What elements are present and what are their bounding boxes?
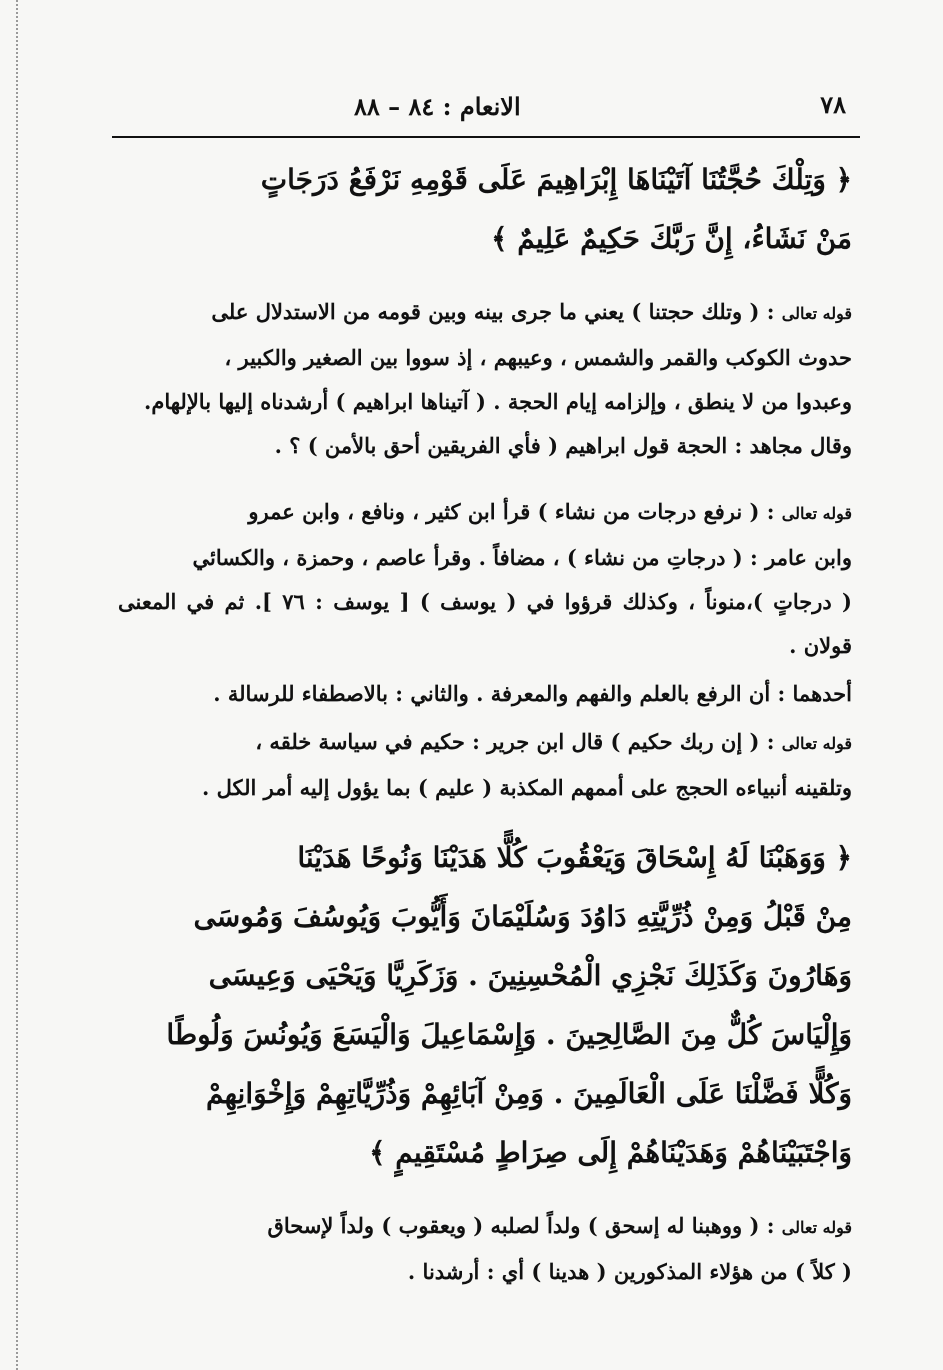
commentary-line	[118, 1250, 852, 1294]
verse-line	[118, 946, 852, 1005]
commentary-keyword: قوله تعالى	[781, 1218, 852, 1237]
commentary-paragraph	[118, 672, 852, 716]
line-text: وقال مجاهد : الحجة قول ابراهيم ( فأي الفريقين أحق بالأمن ) ؟ .	[274, 433, 852, 458]
quran-verse-block	[118, 828, 852, 1182]
page-body	[118, 150, 852, 1294]
line-text: وَإِلْيَاسَ كُلٌّ مِنَ الصَّالِحِينَ . وَإِسْمَاعِيلَ وَالْيَسَعَ وَيُونُسَ وَلُوطًا	[166, 1018, 852, 1051]
commentary-paragraph	[118, 490, 852, 668]
verse-line	[118, 209, 852, 268]
header-rule	[112, 136, 860, 138]
commentary-line	[118, 380, 852, 424]
commentary-keyword: قوله تعالى	[781, 504, 852, 523]
verse-line	[118, 887, 852, 946]
quran-verse-block	[118, 150, 852, 268]
commentary-line	[118, 580, 852, 668]
verse-line	[118, 150, 852, 209]
commentary-paragraph	[118, 1204, 852, 1294]
verse-line	[118, 828, 852, 887]
line-text: : ( وتلك حجتنا ) يعني ما جرى بينه وبين قومه من الاستدلال على	[211, 299, 775, 324]
line-text: ( درجاتٍ )،منوناً ، وكذلك قرؤوا في ( يوسف ) [ يوسف : ٧٦ ]. ثم في المعنى قولان .	[118, 589, 852, 658]
verse-line	[118, 1064, 852, 1123]
line-text: وعبدوا من لا ينطق ، وإلزامه إيام الحجة . ( آتيناها ابراهيم ) أرشدناه إليها بالإلهام.	[144, 389, 852, 414]
line-text: وابن عامر : ( درجاتِ من نشاء ) ، مضافاً . وقرأ عاصم ، وحمزة ، والكسائي	[192, 545, 852, 570]
line-text: وَكُلًّا فَضَّلْنَا عَلَى الْعَالَمِينَ . وَمِنْ آبَائِهِمْ وَذُرِّيَّاتِهِمْ وَإِخْوَانِهِمْ	[206, 1077, 852, 1110]
scan-edge-dots	[16, 0, 18, 1370]
page-number: ٧٨	[820, 90, 846, 119]
line-text: وتلقينه أنبياءه الحجج على أممهم المكذبة ( عليم ) بما يؤول إليه أمر الكل .	[201, 775, 852, 800]
book-page	[118, 88, 852, 1284]
line-text: وَهَارُونَ وَكَذَلِكَ نَجْزِي الْمُحْسِنِينَ . وَزَكَرِيَّا وَيَحْيَى وَعِيسَى	[208, 959, 852, 992]
commentary-line	[118, 336, 852, 380]
commentary-line	[118, 290, 852, 336]
commentary-keyword: قوله تعالى	[781, 734, 852, 753]
verse-line	[118, 1005, 852, 1064]
line-text: حدوث الكوكب والقمر والشمس ، وعيبهم ، إذ سووا بين الصغير والكبير ،	[224, 345, 852, 370]
commentary-line	[118, 766, 852, 810]
line-text: : ( نرفع درجات من نشاء ) قرأ ابن كثير ، ونافع ، وابن عمرو	[248, 499, 775, 524]
commentary-paragraph	[118, 720, 852, 810]
running-title: الانعام : ٨٤ – ٨٨	[354, 92, 521, 121]
line-text: أحدهما : أن الرفع بالعلم والفهم والمعرفة . والثاني : بالاصطفاء للرسالة .	[213, 681, 852, 706]
line-text: ﴿ وَتِلْكَ حُجَّتُنَا آتَيْنَاهَا إِبْرَاهِيمَ عَلَى قَوْمِهِ نَرْفَعُ دَرَجَاتٍ	[260, 163, 852, 196]
line-text: ﴿ وَوَهَبْنَا لَهُ إِسْحَاقَ وَيَعْقُوبَ كُلًّا هَدَيْنَا وَنُوحًا هَدَيْنَا	[297, 841, 852, 874]
line-text: مَنْ نَشَاءُ، إِنَّ رَبَّكَ حَكِيمٌ عَلِيمٌ ﴾	[491, 222, 852, 255]
verse-line	[118, 1123, 852, 1182]
commentary-line	[118, 424, 852, 468]
commentary-keyword: قوله تعالى	[781, 304, 852, 323]
commentary-line	[118, 672, 852, 716]
line-text: : ( ووهبنا له إسحق ) ولداً لصلبه ( ويعقوب ) ولداً لإسحاق	[267, 1213, 775, 1238]
commentary-line	[118, 1204, 852, 1250]
page-header	[118, 88, 852, 122]
commentary-line	[118, 536, 852, 580]
commentary-line	[118, 720, 852, 766]
line-text: مِنْ قَبْلُ وَمِنْ ذُرِّيَّتِهِ دَاوُدَ وَسُلَيْمَانَ وَأَيُّوبَ وَيُوسُفَ وَمُوسَى	[193, 900, 852, 933]
line-text: وَاجْتَبَيْنَاهُمْ وَهَدَيْنَاهُمْ إِلَى صِرَاطٍ مُسْتَقِيمٍ ﴾	[369, 1136, 852, 1169]
line-text: ( كلاً ) من هؤلاء المذكورين ( هدينا ) أي : أرشدنا .	[407, 1259, 852, 1284]
commentary-paragraph	[118, 290, 852, 468]
line-text: : ( إن ربك حكيم ) قال ابن جرير : حكيم في سياسة خلقه ،	[255, 729, 775, 754]
commentary-line	[118, 490, 852, 536]
